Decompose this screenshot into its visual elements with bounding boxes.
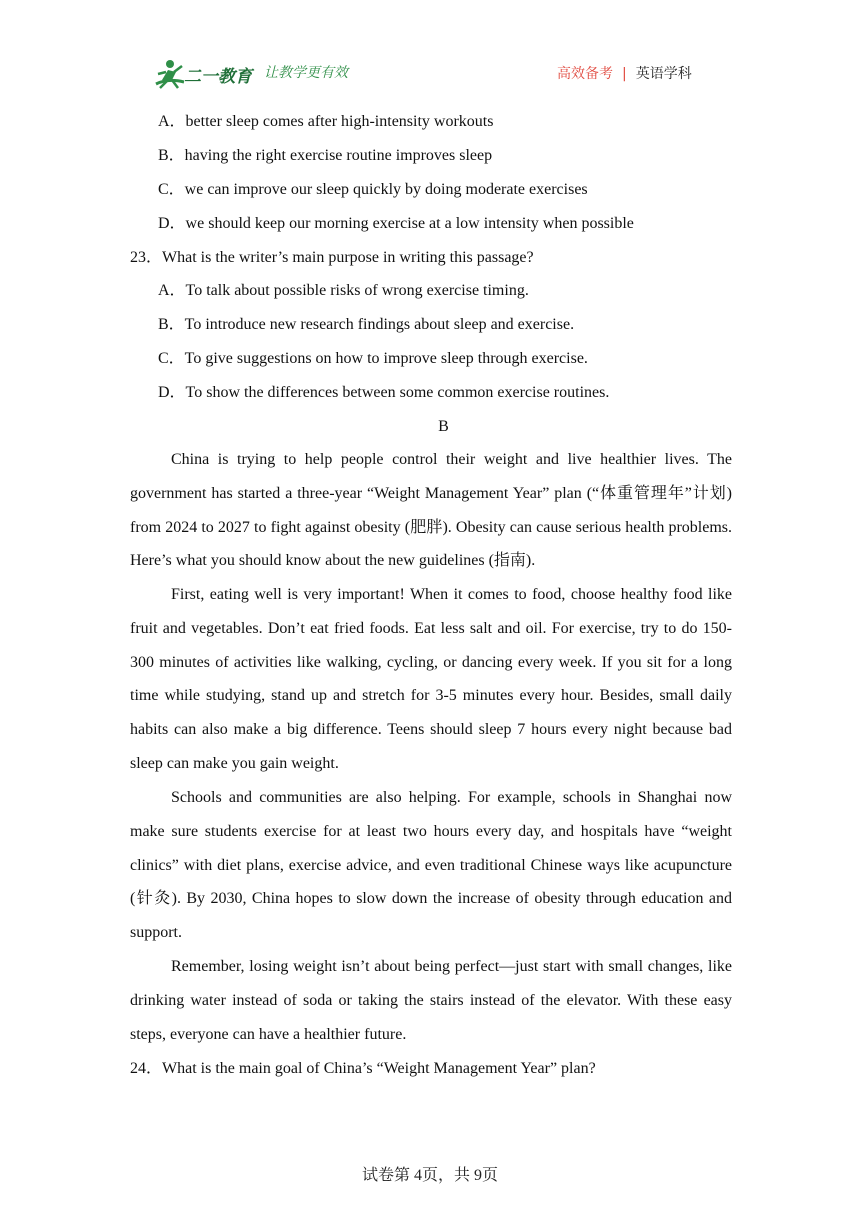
passage-paragraph-2: First, eating well is very important! When it comes to food, choose healthy food like fruit and vegetables. Don’t eat fried foods. Eat less salt and oil. For exercise, try to do 150-300 minutes of activities like walking, cycling, or dancing every week. If you sit for a long time while studying, stand up and stretch for 3-5 minutes every hour. Besides, small daily habits can also make a big difference. Teens should sleep 7 hours every night because bad sleep can make you gain weight. [130,586,732,772]
section-b-title: B [438,418,449,435]
svg-text:二一教育: 二一教育 [184,67,252,87]
header-slogan: 让教学更有效 [264,65,348,81]
passage-paragraph-3: Schools and communities are also helping. For example, schools in Shanghai now make sure students exercise for at least two hours every day, and hospitals have “weight clinics” with diet plans, exercise advice, and even traditional Chinese ways like acupuncture (针灸). By 2030, China hopes to slow down the increase of obesity through education and support. [130,789,732,942]
header-right [557,63,692,83]
page-footer: 试卷第 4页，共 9页 [361,1167,498,1184]
q23-option-b: B．To introduce new research findings about sleep and exercise. [158,316,575,333]
q23-option-c: C．To give suggestions on how to improve sleep through exercise. [158,350,588,367]
page-header [0,0,860,100]
subject-label: 英语学科 [635,66,692,82]
q23-question: 23．What is the writer’s main purpose in writing this passage? [130,249,534,266]
header-separator: | [622,66,627,82]
q22-option-b: B．having the right exercise routine improves sleep [158,147,493,164]
q22-option-a: A．better sleep comes after high-intensity workouts [158,113,494,130]
passage-paragraph-4: Remember, losing weight isn’t about being perfect—just start with small changes, like drinking water instead of soda or taking the stairs instead of the elevator. With these easy steps, everyone can have a healthier future. [130,958,732,1043]
exam-label: 高效备考 [557,66,613,82]
passage-paragraph-1: China is trying to help people control their weight and live healthier lives. The government has started a three-year “Weight Management Year” plan (“体重管理年”计划) from 2024 to 2027 to fight against obesity (肥胖). Obesity can cause serious health problems. Here’s what you should know about the new guidelines (指南). [130,451,732,570]
q22-option-c: C．we can improve our sleep quickly by doing moderate exercises [158,181,588,198]
ershiyi-logo-icon [148,58,263,92]
q22-option-d: D．we should keep our morning exercise at a low intensity when possible [158,215,634,232]
q23-option-a: A．To talk about possible risks of wrong exercise timing. [158,282,529,299]
q23-option-d: D．To show the differences between some common exercise routines. [158,384,610,401]
q24-question: 24．What is the main goal of China’s “Weight Management Year” plan? [130,1060,596,1077]
